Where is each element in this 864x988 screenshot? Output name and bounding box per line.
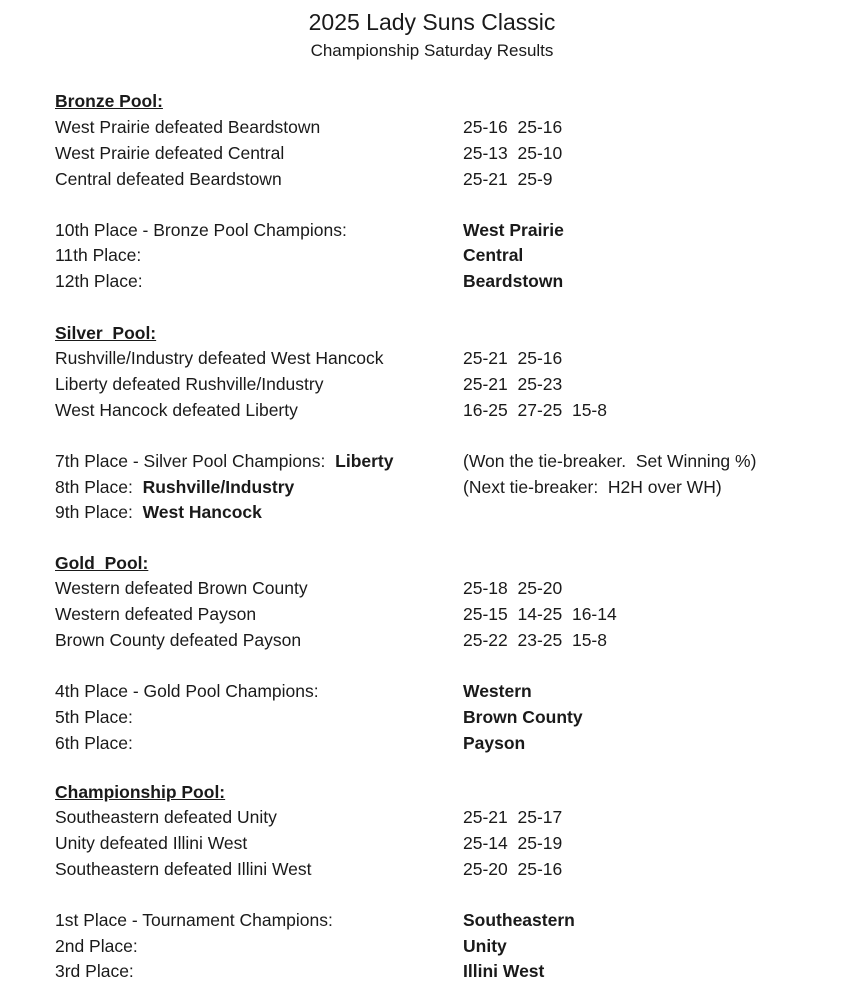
place-team: Rushville/Industry (142, 477, 295, 497)
place-team: Brown County (463, 707, 583, 727)
place-label: 10th Place - Bronze Pool Champions: (55, 220, 347, 240)
championship-pool-heading: Championship Pool: (55, 782, 226, 802)
place-row (55, 501, 262, 523)
document-subtitle: Championship Saturday Results (310, 41, 554, 60)
game-matchup: Western defeated Brown County (55, 578, 308, 598)
place-team: Western (463, 681, 532, 701)
place-team: Payson (463, 733, 526, 753)
game-matchup: Unity defeated Illini West (55, 833, 248, 853)
tie-breaker-note: (Won the tie-breaker. Set Winning %) (463, 451, 757, 471)
place-label: 7th Place - Silver Pool Champions: (55, 451, 326, 471)
game-score: 25-21 25-17 (463, 807, 563, 827)
place-label: 12th Place: (55, 271, 143, 291)
game-matchup: Rushville/Industry defeated West Hancock (55, 348, 384, 368)
place-team: Liberty (335, 451, 394, 471)
place-label: 4th Place - Gold Pool Champions: (55, 681, 319, 701)
game-score: 25-14 25-19 (463, 833, 563, 853)
game-score: 25-20 25-16 (463, 859, 563, 879)
place-label: 2nd Place: (55, 936, 138, 956)
place-label: 3rd Place: (55, 961, 134, 981)
place-team: Central (463, 245, 524, 265)
place-team: Beardstown (463, 271, 564, 291)
silver-pool-heading: Silver Pool: (55, 323, 157, 343)
game-score: 25-21 25-16 (463, 348, 563, 368)
game-matchup: Southeastern defeated Illini West (55, 859, 312, 879)
game-score: 25-18 25-20 (463, 578, 563, 598)
game-score: 25-22 23-25 15-8 (463, 630, 607, 650)
place-label: 8th Place: (55, 477, 133, 497)
game-matchup: West Hancock defeated Liberty (55, 400, 298, 420)
game-score: 25-16 25-16 (463, 117, 563, 137)
place-team: West Prairie (463, 220, 564, 240)
game-matchup: Central defeated Beardstown (55, 169, 282, 189)
place-team: Southeastern (463, 910, 575, 930)
tie-breaker-note: (Next tie-breaker: H2H over WH) (463, 477, 722, 497)
document-title: 2025 Lady Suns Classic (308, 9, 556, 35)
game-score: 25-13 25-10 (463, 143, 563, 163)
place-row (55, 450, 394, 472)
game-matchup: West Prairie defeated Beardstown (55, 117, 321, 137)
place-label: 6th Place: (55, 733, 133, 753)
game-matchup: Liberty defeated Rushville/Industry (55, 374, 324, 394)
place-team: Illini West (463, 961, 545, 981)
place-label: 9th Place: (55, 502, 133, 522)
game-score: 16-25 27-25 15-8 (463, 400, 607, 420)
game-score: 25-15 14-25 16-14 (463, 604, 617, 624)
game-score: 25-21 25-23 (463, 374, 563, 394)
game-matchup: Western defeated Payson (55, 604, 257, 624)
game-matchup: Southeastern defeated Unity (55, 807, 277, 827)
bronze-pool-heading: Bronze Pool: (55, 91, 163, 111)
game-score: 25-21 25-9 (463, 169, 553, 189)
place-team: Unity (463, 936, 507, 956)
place-label: 11th Place: (55, 245, 142, 265)
place-label: 5th Place: (55, 707, 133, 727)
place-label: 1st Place - Tournament Champions: (55, 910, 333, 930)
place-row (55, 476, 294, 498)
gold-pool-heading: Gold Pool: (55, 553, 149, 573)
place-team: West Hancock (142, 502, 262, 522)
game-matchup: Brown County defeated Payson (55, 630, 302, 650)
game-matchup: West Prairie defeated Central (55, 143, 285, 163)
